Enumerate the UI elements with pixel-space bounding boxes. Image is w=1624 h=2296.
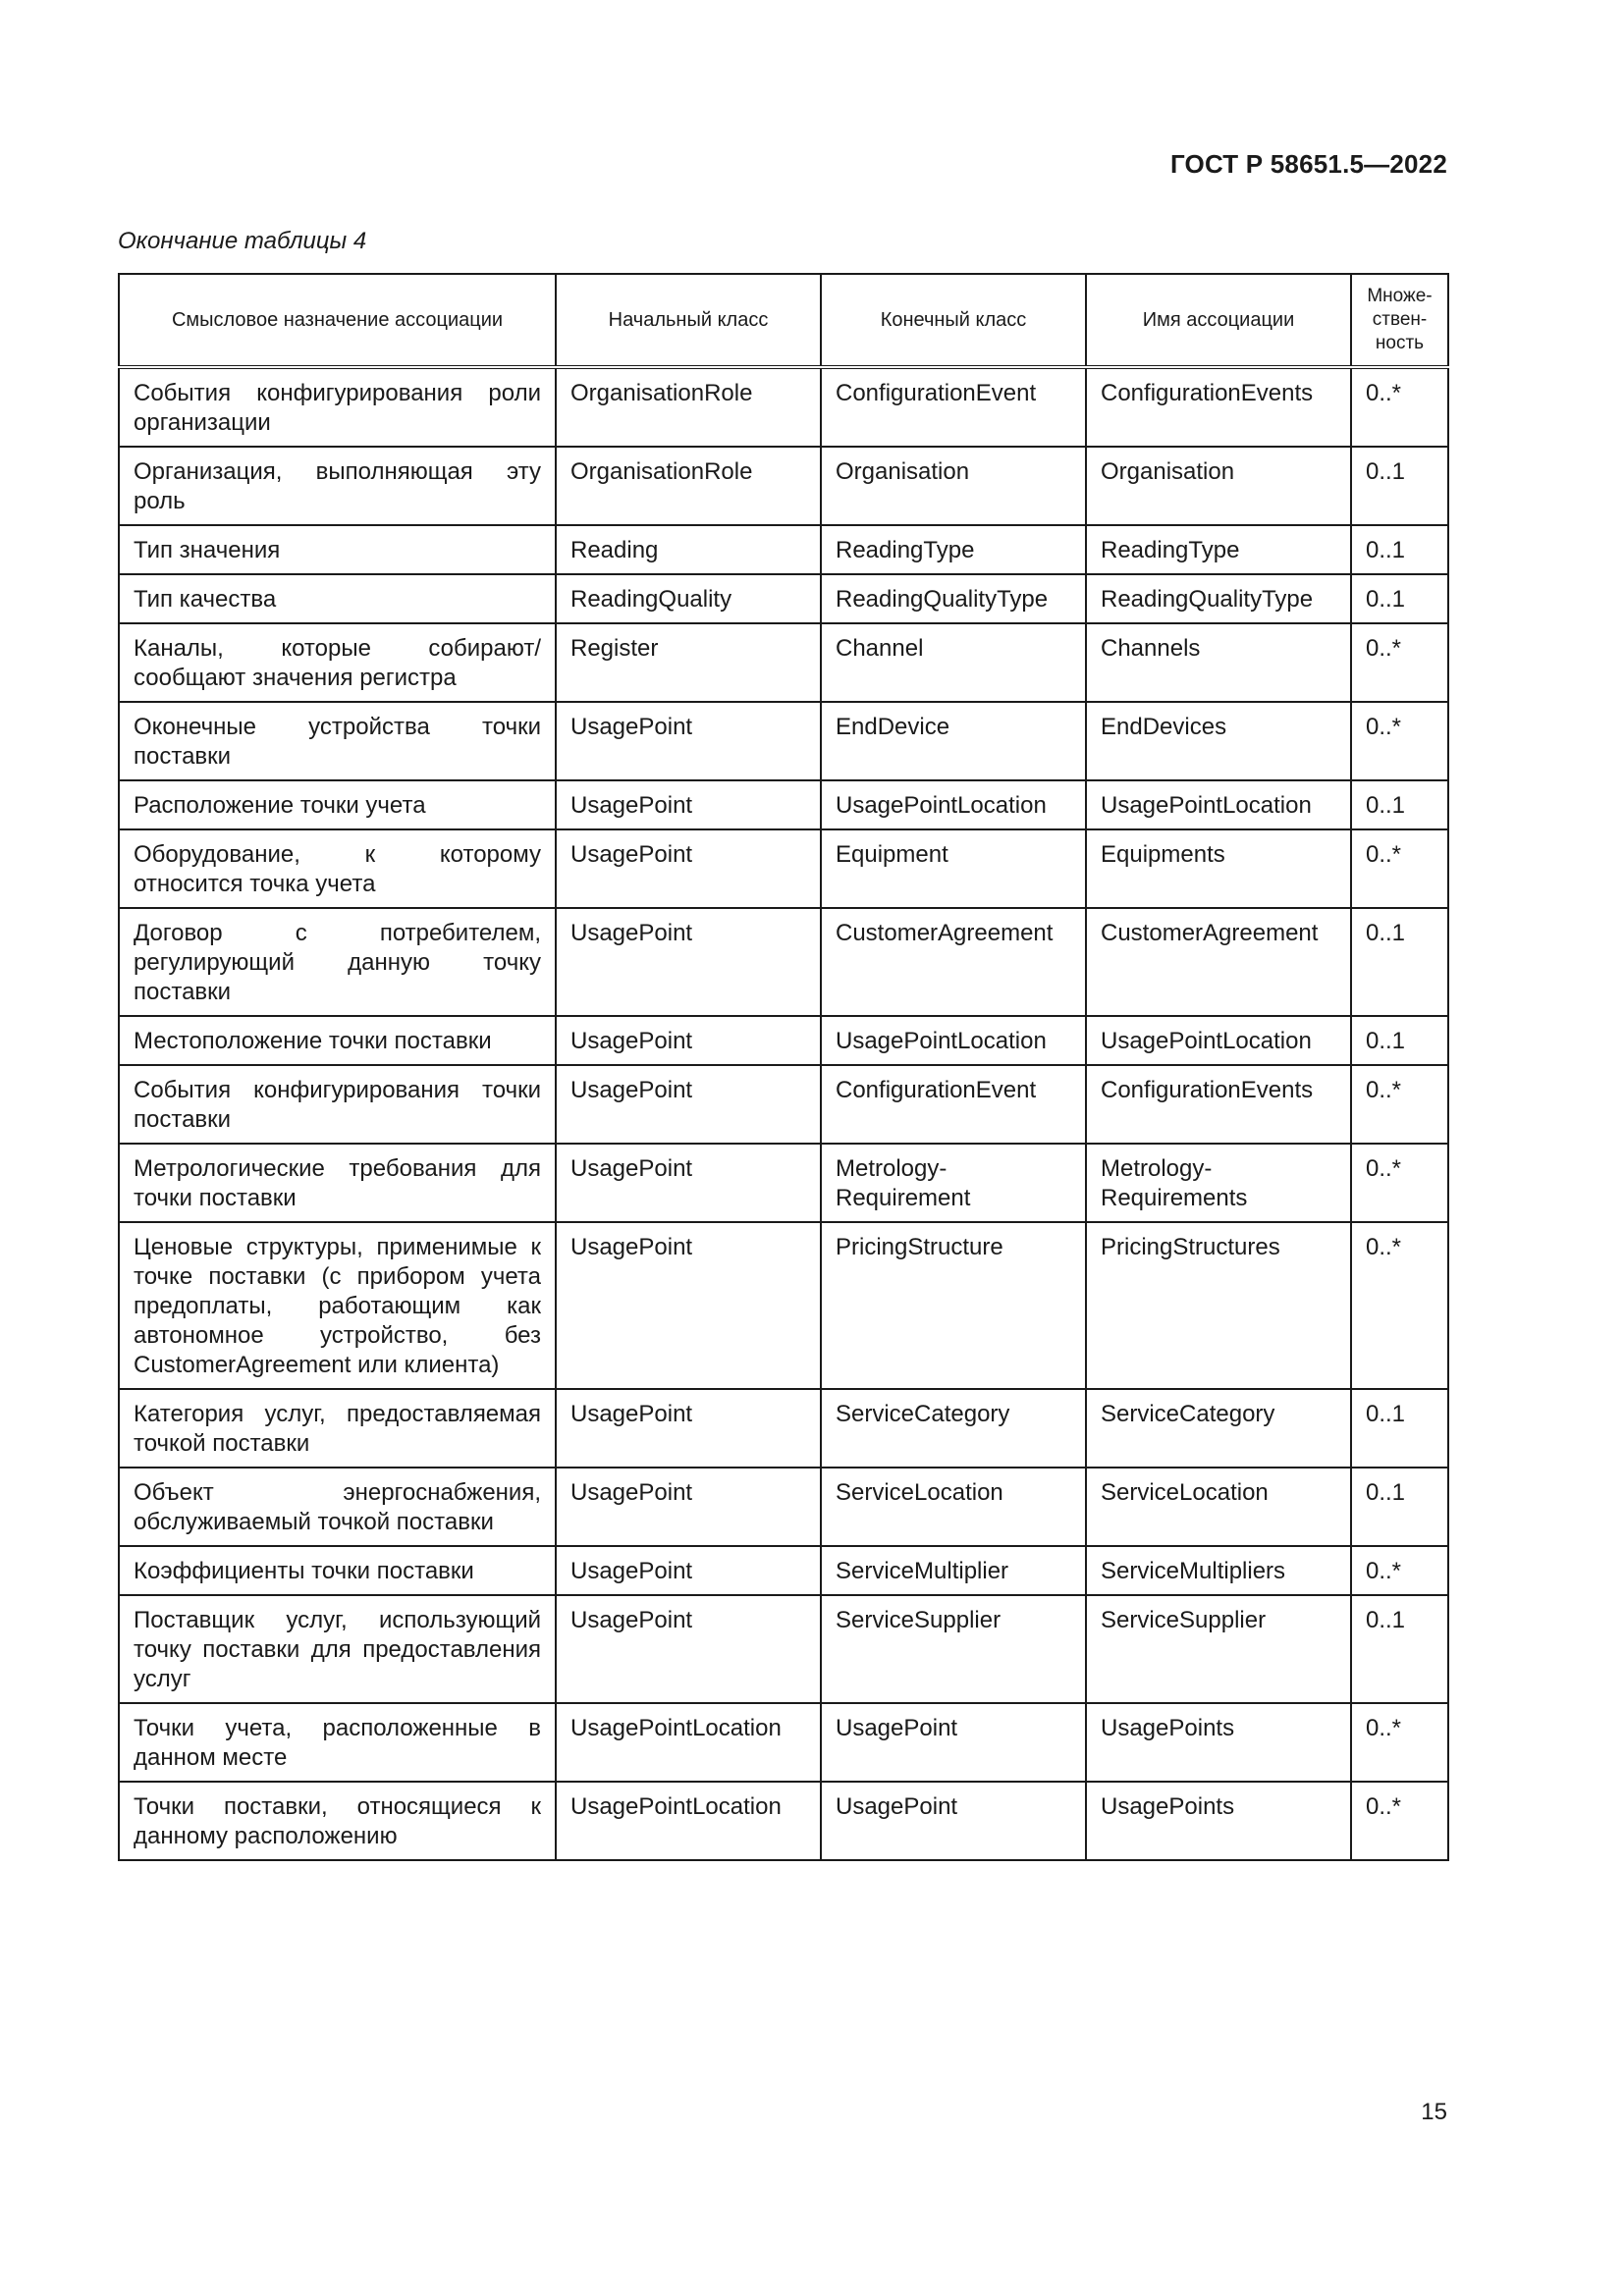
cell-source-class: UsagePoint xyxy=(556,1468,821,1546)
cell-target-class: ServiceSupplier xyxy=(821,1595,1086,1703)
table-row xyxy=(119,1546,1448,1595)
cell-source-class: UsagePoint xyxy=(556,780,821,829)
table-row xyxy=(119,1782,1448,1860)
cell-meaning: Точки учета, расположенные в данном месте xyxy=(119,1703,556,1782)
cell-source-class: Reading xyxy=(556,525,821,574)
cell-source-class: UsagePoint xyxy=(556,1016,821,1065)
cell-meaning: Ценовые структуры, применимые к точке поставки (с прибором учета предоплаты, работающим как автономное устройство, без CustomerAgreement или клиента) xyxy=(119,1222,556,1389)
cell-target-class: UsagePoint xyxy=(821,1703,1086,1782)
cell-meaning: Тип качества xyxy=(119,574,556,623)
cell-meaning: Местоположение точки поставки xyxy=(119,1016,556,1065)
table-row xyxy=(119,1016,1448,1065)
cell-multiplicity: 0..* xyxy=(1351,623,1448,702)
cell-multiplicity: 0..1 xyxy=(1351,574,1448,623)
cell-target-class: Channel xyxy=(821,623,1086,702)
cell-meaning: События конфигурирования точки поставки xyxy=(119,1065,556,1144)
cell-meaning: Объект энергоснабжения, обслуживаемый точкой поставки xyxy=(119,1468,556,1546)
table-row xyxy=(119,829,1448,908)
cell-source-class: UsagePoint xyxy=(556,1389,821,1468)
cell-association-name: EndDevices xyxy=(1086,702,1351,780)
cell-association-name: ServiceSupplier xyxy=(1086,1595,1351,1703)
cell-association-name: UsagePoints xyxy=(1086,1703,1351,1782)
table-row xyxy=(119,1065,1448,1144)
cell-association-name: ConfigurationEvents xyxy=(1086,1065,1351,1144)
cell-source-class: UsagePoint xyxy=(556,1595,821,1703)
cell-meaning: Оконечные устройства точки поставки xyxy=(119,702,556,780)
cell-association-name: Metrology-Requirements xyxy=(1086,1144,1351,1222)
cell-multiplicity: 0..1 xyxy=(1351,447,1448,525)
cell-multiplicity: 0..* xyxy=(1351,702,1448,780)
table-row xyxy=(119,1144,1448,1222)
table-row xyxy=(119,1389,1448,1468)
cell-association-name: ServiceMultipliers xyxy=(1086,1546,1351,1595)
cell-multiplicity: 0..1 xyxy=(1351,1468,1448,1546)
cell-meaning: Оборудование, к которому относится точка учета xyxy=(119,829,556,908)
header-target-class: Конечный класс xyxy=(821,274,1086,367)
table-row xyxy=(119,525,1448,574)
table-row xyxy=(119,447,1448,525)
cell-multiplicity: 0..* xyxy=(1351,367,1448,447)
cell-multiplicity: 0..* xyxy=(1351,1546,1448,1595)
cell-meaning: Точки поставки, относящиеся к данному расположению xyxy=(119,1782,556,1860)
cell-source-class: ReadingQuality xyxy=(556,574,821,623)
cell-multiplicity: 0..* xyxy=(1351,1782,1448,1860)
cell-association-name: CustomerAgreement xyxy=(1086,908,1351,1016)
cell-target-class: EndDevice xyxy=(821,702,1086,780)
cell-target-class: UsagePointLocation xyxy=(821,1016,1086,1065)
cell-association-name: ConfigurationEvents xyxy=(1086,367,1351,447)
cell-multiplicity: 0..* xyxy=(1351,829,1448,908)
cell-target-class: PricingStructure xyxy=(821,1222,1086,1389)
cell-source-class: UsagePoint xyxy=(556,1065,821,1144)
cell-source-class: UsagePoint xyxy=(556,829,821,908)
cell-association-name: ServiceCategory xyxy=(1086,1389,1351,1468)
cell-target-class: CustomerAgreement xyxy=(821,908,1086,1016)
cell-association-name: Channels xyxy=(1086,623,1351,702)
cell-meaning: Категория услуг, предоставляемая точкой поставки xyxy=(119,1389,556,1468)
cell-target-class: Organisation xyxy=(821,447,1086,525)
page-number: 15 xyxy=(1421,2099,1447,2125)
header-multiplicity-line: ствен- xyxy=(1372,309,1428,330)
header-multiplicity-line: Множе- xyxy=(1367,286,1433,306)
cell-target-class: ServiceCategory xyxy=(821,1389,1086,1468)
cell-multiplicity: 0..1 xyxy=(1351,1389,1448,1468)
cell-source-class: UsagePointLocation xyxy=(556,1703,821,1782)
cell-target-class: ConfigurationEvent xyxy=(821,367,1086,447)
cell-association-name: ReadingType xyxy=(1086,525,1351,574)
cell-multiplicity: 0..1 xyxy=(1351,908,1448,1016)
table-row xyxy=(119,1595,1448,1703)
cell-multiplicity: 0..* xyxy=(1351,1222,1448,1389)
cell-source-class: OrganisationRole xyxy=(556,367,821,447)
cell-target-class: ReadingQualityType xyxy=(821,574,1086,623)
cell-target-class: UsagePoint xyxy=(821,1782,1086,1860)
table-row xyxy=(119,367,1448,447)
cell-meaning: Организация, выполняющая эту роль xyxy=(119,447,556,525)
cell-source-class: UsagePointLocation xyxy=(556,1782,821,1860)
table-row xyxy=(119,702,1448,780)
cell-association-name: ServiceLocation xyxy=(1086,1468,1351,1546)
cell-association-name: PricingStructures xyxy=(1086,1222,1351,1389)
table-row xyxy=(119,780,1448,829)
associations-table xyxy=(118,273,1449,1861)
cell-multiplicity: 0..* xyxy=(1351,1065,1448,1144)
cell-meaning: Поставщик услуг, использующий точку поставки для предоставления услуг xyxy=(119,1595,556,1703)
table-row xyxy=(119,908,1448,1016)
header-meaning: Смысловое назначение ассоциации xyxy=(119,274,556,367)
cell-multiplicity: 0..1 xyxy=(1351,1016,1448,1065)
cell-meaning: Коэффициенты точки поставки xyxy=(119,1546,556,1595)
cell-target-class: ReadingType xyxy=(821,525,1086,574)
cell-meaning: Метрологические требования для точки поставки xyxy=(119,1144,556,1222)
cell-source-class: OrganisationRole xyxy=(556,447,821,525)
cell-meaning: Договор с потребителем, регулирующий данную точку поставки xyxy=(119,908,556,1016)
cell-target-class: ServiceLocation xyxy=(821,1468,1086,1546)
cell-target-class: ConfigurationEvent xyxy=(821,1065,1086,1144)
cell-source-class: UsagePoint xyxy=(556,908,821,1016)
cell-multiplicity: 0..* xyxy=(1351,1703,1448,1782)
cell-source-class: UsagePoint xyxy=(556,1546,821,1595)
document-id: ГОСТ Р 58651.5—2022 xyxy=(1169,149,1447,179)
table-header-row xyxy=(119,274,1448,367)
cell-target-class: Equipment xyxy=(821,829,1086,908)
table-row xyxy=(119,1468,1448,1546)
header-source-class: Начальный класс xyxy=(556,274,821,367)
table-row xyxy=(119,574,1448,623)
cell-target-class: Metrology-Requirement xyxy=(821,1144,1086,1222)
header-multiplicity xyxy=(1351,274,1448,367)
header-multiplicity-line: ность xyxy=(1375,333,1425,353)
cell-target-class: UsagePointLocation xyxy=(821,780,1086,829)
cell-association-name: Organisation xyxy=(1086,447,1351,525)
cell-source-class: UsagePoint xyxy=(556,1222,821,1389)
table-caption: Окончание таблицы 4 xyxy=(118,228,367,254)
cell-association-name: UsagePointLocation xyxy=(1086,780,1351,829)
cell-meaning: Расположение точки учета xyxy=(119,780,556,829)
cell-association-name: UsagePointLocation xyxy=(1086,1016,1351,1065)
cell-source-class: UsagePoint xyxy=(556,702,821,780)
cell-association-name: ReadingQualityType xyxy=(1086,574,1351,623)
cell-association-name: UsagePoints xyxy=(1086,1782,1351,1860)
cell-source-class: UsagePoint xyxy=(556,1144,821,1222)
cell-multiplicity: 0..1 xyxy=(1351,1595,1448,1703)
cell-source-class: Register xyxy=(556,623,821,702)
cell-multiplicity: 0..1 xyxy=(1351,525,1448,574)
header-association-name: Имя ассоциации xyxy=(1086,274,1351,367)
cell-meaning: Каналы, которые собирают/сообщают значения регистра xyxy=(119,623,556,702)
table-row xyxy=(119,1703,1448,1782)
cell-target-class: ServiceMultiplier xyxy=(821,1546,1086,1595)
cell-multiplicity: 0..1 xyxy=(1351,780,1448,829)
cell-multiplicity: 0..* xyxy=(1351,1144,1448,1222)
table-row xyxy=(119,1222,1448,1389)
cell-meaning: События конфигурирования роли организации xyxy=(119,367,556,447)
cell-association-name: Equipments xyxy=(1086,829,1351,908)
cell-meaning: Тип значения xyxy=(119,525,556,574)
table-row xyxy=(119,623,1448,702)
